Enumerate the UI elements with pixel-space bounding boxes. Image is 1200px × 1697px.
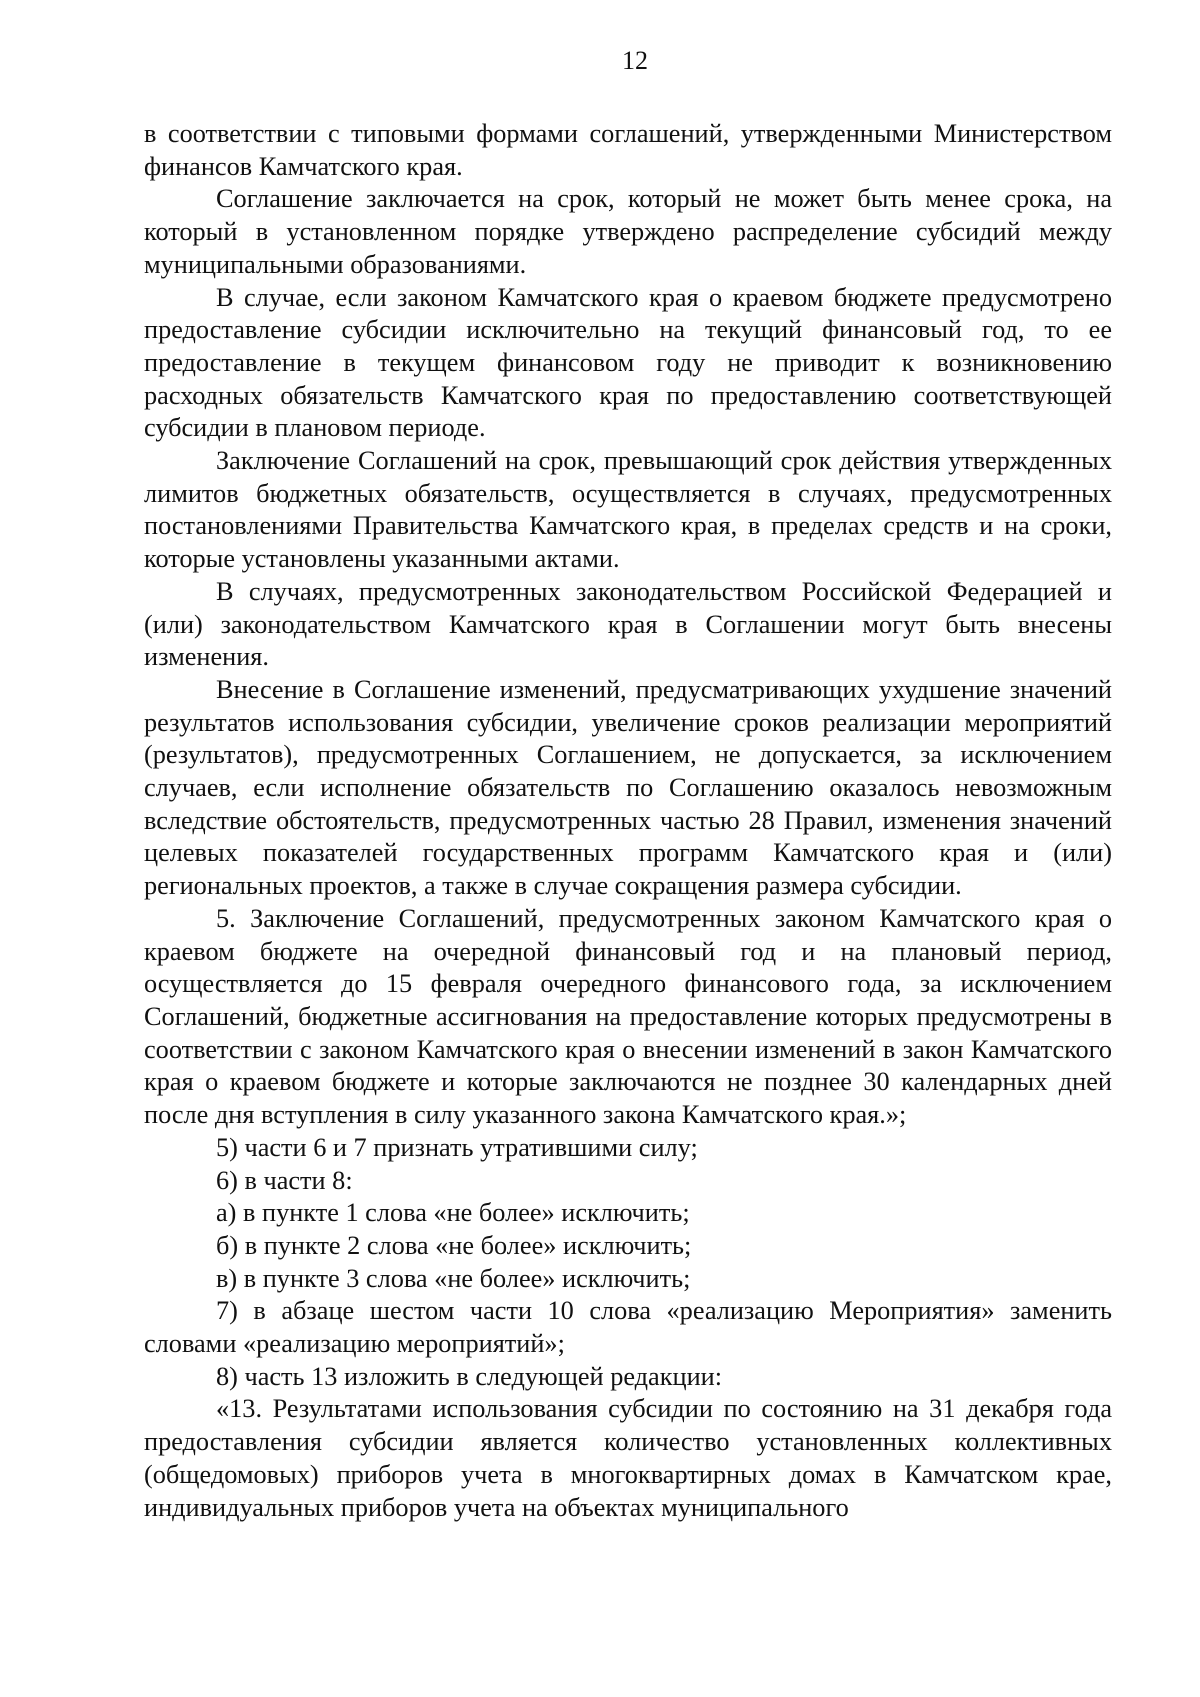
paragraph: Соглашение заключается на срок, который не может быть менее срока, на который в установленном порядке утверждено распределение субсидий между муниципальными образованиями. [144,184,1112,279]
paragraph: Заключение Соглашений на срок, превышающий срок действия утвержденных лимитов бюджетных обязательств, осуществляется в случаях, предусмотренных постановлениями Правительства Камчатского края, в пределах средств и на сроки, которые установлены указанными актами. [144,446,1112,574]
paragraph: «13. Результатами использования субсидии по состоянию на 31 декабря года предоставления субсидии является количество установленных коллективных (общедомовых) приборов учета в многоквартирных домах в Камчатском крае, индивидуальных приборов учета на объектах муниципального [144,1394,1112,1522]
paragraph: Внесение в Соглашение изменений, предусматривающих ухудшение значений результатов использования субсидии, увеличение сроков реализации мероприятий (результатов), предусмотренных Соглашением, не допускается, за исключением случаев, если исполнение обязательств по Соглашению оказалось невозможным вследствие обстоятельств, предусмотренных частью 28 Правил, изменения значений целевых показателей государственных программ Камчатского края и (или) региональных проектов, а также в случае сокращения размера субсидии. [144,674,1112,901]
paragraph: в соответствии с типовыми формами соглашений, утвержденными Министерством финансов Камчатского края. [144,119,1112,181]
document-body [144,118,1112,1524]
page-number: 12 [622,46,648,75]
paragraph: 6) в части 8: [216,1165,353,1195]
paragraph: 5. Заключение Соглашений, предусмотренных законом Камчатского края о краевом бюджете на очередной финансовый год и на плановый период, осуществляется до 15 февраля очередного финансового года, за исключением Соглашений, бюджетные ассигнования на предоставление которых предусмотрены в соответствии с законом Камчатского края о внесении изменений в закон Камчатского края о краевом бюджете и которые заключаются не позднее 30 календарных дней после дня вступления в силу указанного закона Камчатского края.»; [144,903,1112,1130]
paragraph: в) в пункте 3 слова «не более» исключить; [216,1263,691,1293]
paragraph: В случаях, предусмотренных законодательством Российской Федерацией и (или) законодательством Камчатского края в Соглашении могут быть внесены изменения. [144,576,1112,672]
paragraph: 7) в абзаце шестом части 10 слова «реализацию Мероприятия» заменить словами «реализацию мероприятий»; [144,1296,1112,1359]
paragraph: а) в пункте 1 слова «не более» исключить; [216,1198,690,1228]
paragraph: 8) часть 13 изложить в следующей редакции: [216,1361,723,1391]
paragraph: 5) части 6 и 7 признать утратившими силу; [216,1132,698,1162]
paragraph: б) в пункте 2 слова «не более» исключить; [216,1230,692,1260]
paragraph: В случае, если законом Камчатского края о краевом бюджете предусмотрено предоставление субсидии исключительно на текущий финансовый год, то ее предоставление в текущем финансовом году не приводит к возникновению расходных обязательств Камчатского края по предоставлению соответствующей субсидии в плановом периоде. [144,282,1112,443]
